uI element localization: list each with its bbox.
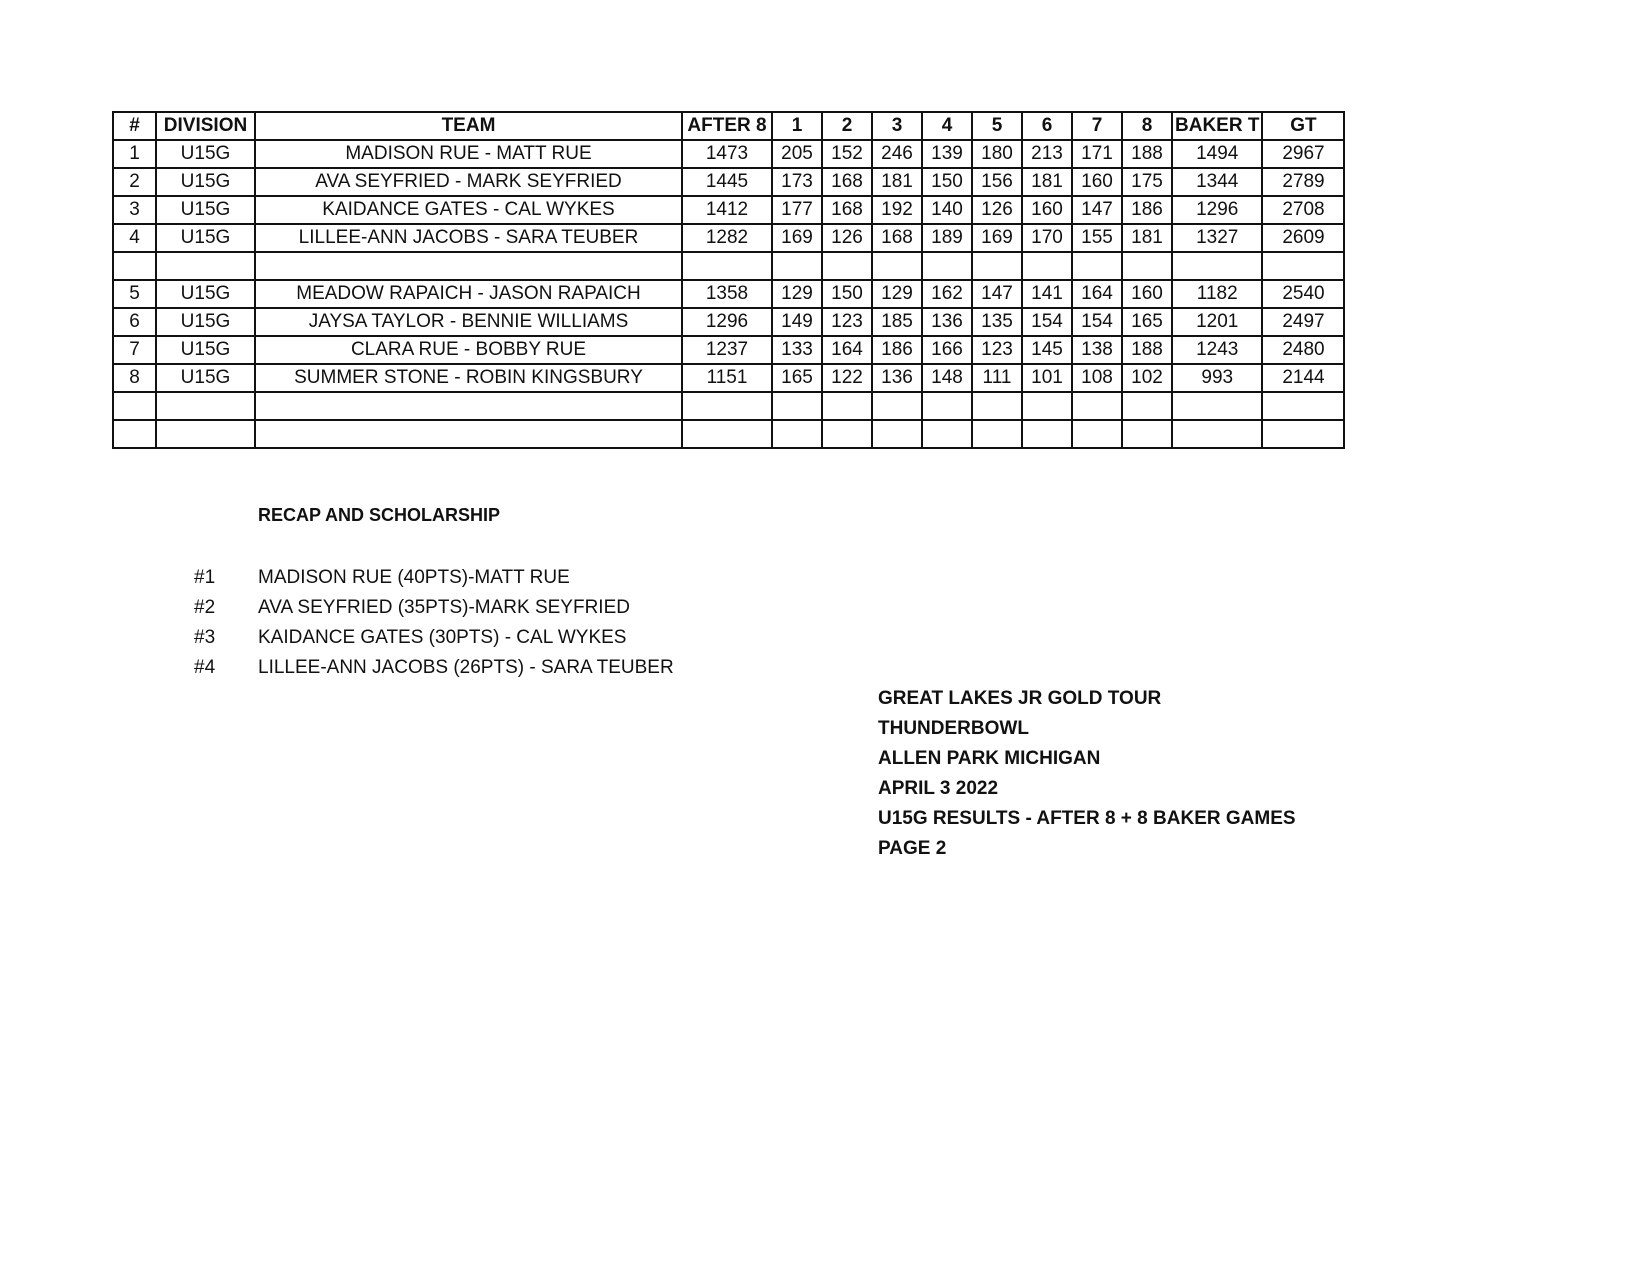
cell-game-6: 213 (1022, 140, 1072, 168)
cell-grand-total: 2144 (1262, 364, 1344, 392)
recap-rank: #3 (194, 627, 216, 648)
header-after-8: AFTER 8 (682, 112, 772, 140)
cell-after-8: 1296 (682, 308, 772, 336)
cell-game-5 (972, 392, 1022, 420)
cell-game-1 (772, 420, 822, 448)
cell-game-4 (922, 392, 972, 420)
cell-rank: 7 (113, 336, 156, 364)
table-row (113, 224, 1344, 252)
recap-text: AVA SEYFRIED (35PTS)-MARK SEYFRIED (258, 597, 630, 618)
cell-baker-total: 1327 (1172, 224, 1262, 252)
recap-item (194, 623, 674, 653)
recap-rank: #4 (194, 657, 216, 678)
cell-game-7 (1072, 392, 1122, 420)
cell-team (255, 392, 682, 420)
cell-game-6: 160 (1022, 196, 1072, 224)
header-game-7: 7 (1072, 112, 1122, 140)
cell-game-2: 168 (822, 196, 872, 224)
header-game-6: 6 (1022, 112, 1072, 140)
event-results-title: U15G RESULTS - AFTER 8 + 8 BAKER GAMES (878, 808, 1296, 829)
table-header-row (113, 112, 1344, 140)
cell-after-8: 1237 (682, 336, 772, 364)
table-row (113, 280, 1344, 308)
cell-rank (113, 420, 156, 448)
cell-game-4: 136 (922, 308, 972, 336)
header-game-3: 3 (872, 112, 922, 140)
cell-after-8: 1358 (682, 280, 772, 308)
cell-game-1: 129 (772, 280, 822, 308)
cell-game-8: 160 (1122, 280, 1172, 308)
cell-game-7 (1072, 252, 1122, 280)
cell-rank (113, 252, 156, 280)
cell-game-4: 162 (922, 280, 972, 308)
header-game-1: 1 (772, 112, 822, 140)
cell-game-2: 152 (822, 140, 872, 168)
recap-rank: #1 (194, 567, 216, 588)
table-row (113, 252, 1344, 280)
cell-game-4: 148 (922, 364, 972, 392)
recap-item (194, 593, 674, 623)
recap-item (194, 653, 674, 683)
cell-game-8: 188 (1122, 336, 1172, 364)
cell-game-1: 173 (772, 168, 822, 196)
cell-game-5: 180 (972, 140, 1022, 168)
cell-game-3: 129 (872, 280, 922, 308)
cell-game-3 (872, 252, 922, 280)
cell-game-1: 165 (772, 364, 822, 392)
cell-rank: 4 (113, 224, 156, 252)
cell-baker-total: 1296 (1172, 196, 1262, 224)
cell-rank: 2 (113, 168, 156, 196)
cell-division: U15G (156, 140, 255, 168)
table-row (113, 364, 1344, 392)
cell-game-6: 154 (1022, 308, 1072, 336)
recap-text: KAIDANCE GATES (30PTS) - CAL WYKES (258, 627, 627, 648)
cell-grand-total: 2789 (1262, 168, 1344, 196)
cell-game-7: 147 (1072, 196, 1122, 224)
cell-team: LILLEE-ANN JACOBS - SARA TEUBER (255, 224, 682, 252)
cell-game-1: 149 (772, 308, 822, 336)
cell-game-3: 246 (872, 140, 922, 168)
event-info (878, 684, 1296, 864)
cell-game-3: 168 (872, 224, 922, 252)
cell-game-8: 186 (1122, 196, 1172, 224)
recap-rank: #2 (194, 597, 216, 618)
cell-after-8: 1282 (682, 224, 772, 252)
cell-game-1: 205 (772, 140, 822, 168)
cell-game-6: 170 (1022, 224, 1072, 252)
cell-team: MADISON RUE - MATT RUE (255, 140, 682, 168)
cell-team: KAIDANCE GATES - CAL WYKES (255, 196, 682, 224)
cell-game-1: 133 (772, 336, 822, 364)
cell-game-2: 126 (822, 224, 872, 252)
cell-grand-total: 2609 (1262, 224, 1344, 252)
cell-after-8: 1412 (682, 196, 772, 224)
header-team: TEAM (255, 112, 682, 140)
cell-game-8: 165 (1122, 308, 1172, 336)
header-rank: # (113, 112, 156, 140)
cell-game-1: 177 (772, 196, 822, 224)
cell-game-4: 140 (922, 196, 972, 224)
cell-baker-total: 1201 (1172, 308, 1262, 336)
cell-game-4: 166 (922, 336, 972, 364)
cell-baker-total: 1344 (1172, 168, 1262, 196)
table-row (113, 392, 1344, 420)
event-page-number: PAGE 2 (878, 838, 947, 859)
cell-game-6: 101 (1022, 364, 1072, 392)
event-tour-name: GREAT LAKES JR GOLD TOUR (878, 688, 1162, 709)
cell-game-8: 102 (1122, 364, 1172, 392)
cell-rank (113, 392, 156, 420)
table-row (113, 308, 1344, 336)
recap-text: LILLEE-ANN JACOBS (26PTS) - SARA TEUBER (258, 657, 674, 678)
cell-game-8 (1122, 392, 1172, 420)
cell-game-2: 168 (822, 168, 872, 196)
cell-game-1: 169 (772, 224, 822, 252)
cell-game-2: 123 (822, 308, 872, 336)
cell-grand-total: 2480 (1262, 336, 1344, 364)
cell-game-7: 108 (1072, 364, 1122, 392)
cell-game-3: 185 (872, 308, 922, 336)
cell-game-6 (1022, 252, 1072, 280)
cell-baker-total: 1182 (1172, 280, 1262, 308)
cell-grand-total: 2497 (1262, 308, 1344, 336)
cell-team (255, 420, 682, 448)
cell-rank: 6 (113, 308, 156, 336)
cell-game-4 (922, 420, 972, 448)
cell-baker-total: 1243 (1172, 336, 1262, 364)
cell-game-6 (1022, 392, 1072, 420)
cell-game-7: 164 (1072, 280, 1122, 308)
cell-rank: 8 (113, 364, 156, 392)
cell-game-6 (1022, 420, 1072, 448)
recap-list (194, 563, 674, 683)
cell-baker-total (1172, 420, 1262, 448)
header-division: DIVISION (156, 112, 255, 140)
cell-grand-total: 2540 (1262, 280, 1344, 308)
cell-game-7: 160 (1072, 168, 1122, 196)
cell-baker-total: 1494 (1172, 140, 1262, 168)
header-game-4: 4 (922, 112, 972, 140)
cell-game-5 (972, 252, 1022, 280)
cell-division: U15G (156, 168, 255, 196)
cell-game-4: 150 (922, 168, 972, 196)
cell-game-1 (772, 392, 822, 420)
event-venue: THUNDERBOWL (878, 718, 1029, 739)
cell-game-1 (772, 252, 822, 280)
cell-game-4: 139 (922, 140, 972, 168)
cell-grand-total: 2708 (1262, 196, 1344, 224)
cell-game-5: 135 (972, 308, 1022, 336)
cell-game-6: 141 (1022, 280, 1072, 308)
cell-game-4 (922, 252, 972, 280)
cell-after-8: 1445 (682, 168, 772, 196)
cell-division (156, 392, 255, 420)
cell-game-2 (822, 392, 872, 420)
cell-game-8: 181 (1122, 224, 1172, 252)
cell-game-5: 147 (972, 280, 1022, 308)
table-row (113, 168, 1344, 196)
cell-division: U15G (156, 308, 255, 336)
cell-game-2: 122 (822, 364, 872, 392)
table-row (113, 140, 1344, 168)
cell-division: U15G (156, 364, 255, 392)
cell-game-7: 138 (1072, 336, 1122, 364)
cell-game-8: 175 (1122, 168, 1172, 196)
cell-team: AVA SEYFRIED - MARK SEYFRIED (255, 168, 682, 196)
cell-game-2 (822, 420, 872, 448)
cell-game-4: 189 (922, 224, 972, 252)
cell-division (156, 420, 255, 448)
cell-game-8: 188 (1122, 140, 1172, 168)
cell-grand-total (1262, 420, 1344, 448)
cell-game-2: 150 (822, 280, 872, 308)
cell-team: MEADOW RAPAICH - JASON RAPAICH (255, 280, 682, 308)
cell-game-5: 156 (972, 168, 1022, 196)
table-row (113, 336, 1344, 364)
cell-game-5: 126 (972, 196, 1022, 224)
cell-game-3: 186 (872, 336, 922, 364)
cell-game-5: 111 (972, 364, 1022, 392)
cell-game-2: 164 (822, 336, 872, 364)
cell-rank: 1 (113, 140, 156, 168)
cell-grand-total: 2967 (1262, 140, 1344, 168)
cell-game-7 (1072, 420, 1122, 448)
cell-game-5 (972, 420, 1022, 448)
table-row (113, 420, 1344, 448)
header-baker-total: BAKER T (1172, 112, 1262, 140)
cell-game-3 (872, 420, 922, 448)
cell-division (156, 252, 255, 280)
cell-team: JAYSA TAYLOR - BENNIE WILLIAMS (255, 308, 682, 336)
cell-rank: 5 (113, 280, 156, 308)
event-location: ALLEN PARK MICHIGAN (878, 748, 1101, 769)
cell-after-8: 1151 (682, 364, 772, 392)
cell-after-8 (682, 392, 772, 420)
cell-baker-total (1172, 392, 1262, 420)
cell-grand-total (1262, 392, 1344, 420)
cell-division: U15G (156, 224, 255, 252)
cell-grand-total (1262, 252, 1344, 280)
recap-title: RECAP AND SCHOLARSHIP (258, 505, 501, 525)
cell-game-6: 145 (1022, 336, 1072, 364)
recap-text: MADISON RUE (40PTS)-MATT RUE (258, 567, 570, 588)
cell-after-8 (682, 252, 772, 280)
cell-baker-total (1172, 252, 1262, 280)
cell-game-5: 169 (972, 224, 1022, 252)
header-game-8: 8 (1122, 112, 1172, 140)
cell-after-8: 1473 (682, 140, 772, 168)
cell-game-3: 181 (872, 168, 922, 196)
cell-game-7: 154 (1072, 308, 1122, 336)
cell-team: CLARA RUE - BOBBY RUE (255, 336, 682, 364)
event-date: APRIL 3 2022 (878, 778, 999, 799)
cell-after-8 (682, 420, 772, 448)
cell-game-3 (872, 392, 922, 420)
header-grand-total: GT (1262, 112, 1344, 140)
results-table (112, 111, 1345, 449)
recap-item (194, 563, 674, 593)
cell-game-7: 171 (1072, 140, 1122, 168)
cell-team: SUMMER STONE - ROBIN KINGSBURY (255, 364, 682, 392)
cell-game-6: 181 (1022, 168, 1072, 196)
cell-division: U15G (156, 336, 255, 364)
cell-game-5: 123 (972, 336, 1022, 364)
cell-game-2 (822, 252, 872, 280)
cell-game-7: 155 (1072, 224, 1122, 252)
cell-team (255, 252, 682, 280)
header-game-2: 2 (822, 112, 872, 140)
cell-division: U15G (156, 280, 255, 308)
cell-game-3: 136 (872, 364, 922, 392)
cell-division: U15G (156, 196, 255, 224)
table-row (113, 196, 1344, 224)
cell-baker-total: 993 (1172, 364, 1262, 392)
header-game-5: 5 (972, 112, 1022, 140)
cell-game-8 (1122, 420, 1172, 448)
cell-game-8 (1122, 252, 1172, 280)
cell-rank: 3 (113, 196, 156, 224)
table-body (113, 140, 1344, 448)
cell-game-3: 192 (872, 196, 922, 224)
